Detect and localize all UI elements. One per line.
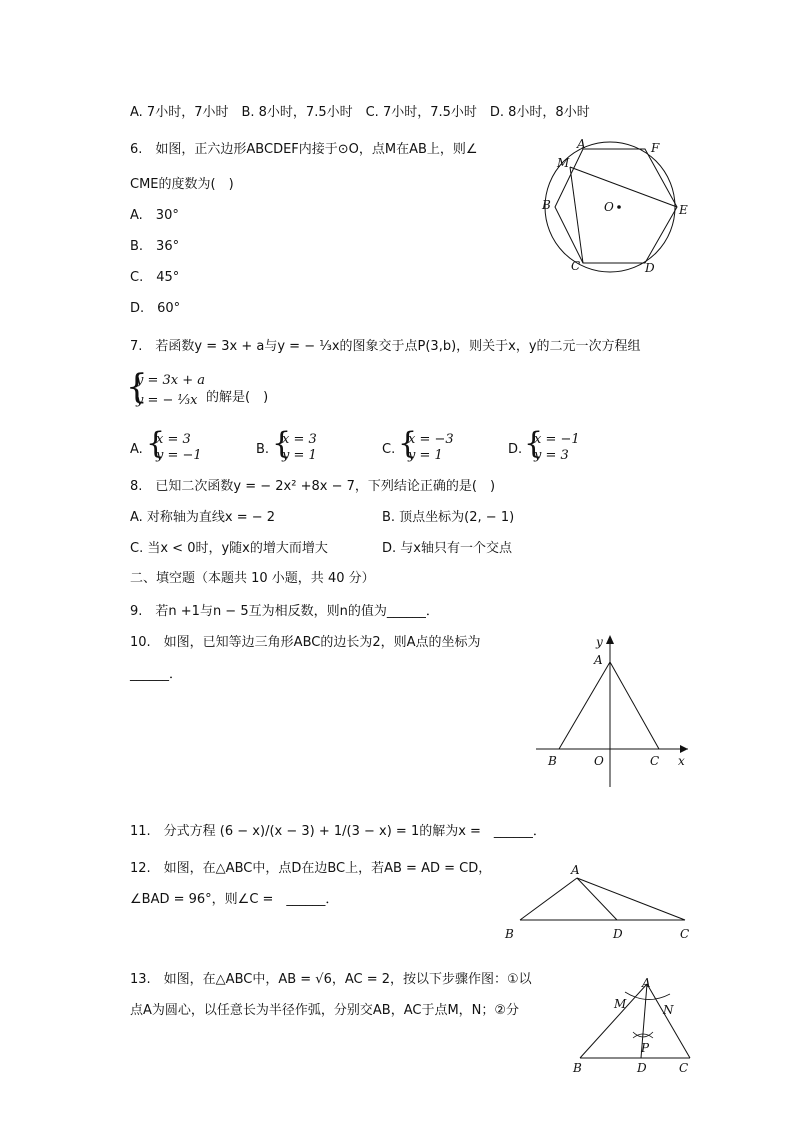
q7-option-b-y: y = 1 bbox=[282, 448, 317, 463]
q7-option-b-x: x = 3 bbox=[282, 432, 317, 447]
q10-label-x: x bbox=[678, 754, 685, 768]
q6-label-e: E bbox=[679, 203, 688, 217]
q6-label-c: C bbox=[571, 259, 581, 273]
q6-option-d: D. 60° bbox=[130, 301, 181, 316]
q8-option-d: D. 与x轴只有一个交点 bbox=[382, 541, 512, 556]
q13-label-b: B bbox=[573, 1061, 582, 1075]
q10-label-a: A bbox=[594, 653, 603, 667]
q13-stem-line1: 13. 如图，在△ABC中，AB = √6，AC = 2，按以下步骤作图：①以 bbox=[130, 972, 532, 987]
q13-construction-figure bbox=[565, 972, 705, 1080]
q10-label-o: O bbox=[594, 754, 604, 768]
q7-option-a-x: x = 3 bbox=[156, 432, 191, 447]
q7-system-eq1: y = 3x + a bbox=[136, 373, 206, 388]
q13-label-a: A bbox=[642, 976, 651, 990]
q12-stem-line1: 12. 如图，在△ABC中，点D在边BC上，若AB = AD = CD， bbox=[130, 861, 492, 876]
q13-label-m: M bbox=[614, 997, 627, 1011]
q12-stem-line2: ∠BAD = 96°，则∠C = ______． bbox=[130, 892, 339, 907]
q12-label-c: C bbox=[680, 927, 690, 941]
q11-text: 11. 分式方程 (6 − x)/(x − 3) + 1/(3 − x) = 1的解为x = ______． bbox=[130, 824, 546, 839]
q7-option-a-brace: { bbox=[146, 426, 166, 461]
q7-option-c-y: y = 1 bbox=[408, 448, 443, 463]
q7-option-d-y: y = 3 bbox=[534, 448, 569, 463]
q12-label-d: D bbox=[613, 927, 623, 941]
q7-system-eq2: y = − ⅓x bbox=[136, 393, 198, 408]
q7-stem: 7. 若函数y = 3x + a与y = − ⅓x的图象交于点P(3,b)，则关于x，y的二元一次方程组 bbox=[130, 339, 641, 354]
q8-option-c: C. 当x < 0时，y随x的增大而增大 bbox=[130, 541, 328, 556]
q7-option-d-x: x = −1 bbox=[534, 432, 580, 447]
q7-option-b-brace: { bbox=[272, 426, 292, 461]
q6-option-c: C. 45° bbox=[130, 270, 180, 285]
q7-system-suffix: 的解是( ) bbox=[206, 390, 269, 405]
q13-label-c: C bbox=[679, 1061, 689, 1075]
q12-triangle-figure bbox=[500, 860, 700, 944]
q7-option-b-letter: B. bbox=[256, 442, 270, 457]
q8-option-b: B. 顶点坐标为(2, − 1) bbox=[382, 510, 515, 525]
q7-option-d-letter: D. bbox=[508, 442, 523, 457]
q10-label-c: C bbox=[650, 754, 660, 768]
q13-label-d: D bbox=[637, 1061, 647, 1075]
q6-label-f: F bbox=[651, 141, 660, 155]
q10-label-b: B bbox=[548, 754, 557, 768]
q7-option-a-letter: A. bbox=[130, 442, 143, 457]
q8-stem: 8. 已知二次函数y = − 2x² +8x − 7，下列结论正确的是( ) bbox=[130, 479, 496, 494]
q10-stem: 10. 如图，已知等边三角形ABC的边长为2，则A点的坐标为 bbox=[130, 635, 481, 650]
q6-label-o: O bbox=[604, 200, 614, 214]
q7-option-c-letter: C. bbox=[382, 442, 396, 457]
section-heading-fill-in: 二、填空题（本题共 10 小题，共 40 分） bbox=[130, 571, 375, 586]
q12-label-b: B bbox=[505, 927, 514, 941]
q6-option-a: A. 30° bbox=[130, 208, 179, 223]
q13-stem-line2: 点A为圆心，以任意长为半径作弧，分别交AB，AC于点M，N；②分 bbox=[130, 1003, 520, 1018]
q6-label-a: A bbox=[577, 137, 586, 151]
q6-stem-line1: 6. 如图，正六边形ABCDEF内接于⊙O，点M在AB上，则∠ bbox=[130, 142, 478, 157]
q10-answer-blank: ______． bbox=[130, 667, 183, 682]
q10-triangle-figure bbox=[530, 632, 700, 790]
q10-label-y: y bbox=[596, 635, 603, 649]
q7-option-a-y: y = −1 bbox=[156, 448, 202, 463]
q5-options: A. 7小时，7小时 B. 8小时，7.5小时 C. 7小时，7.5小时 D. 8小时，8小时 bbox=[130, 105, 590, 120]
q7-option-d-brace: { bbox=[524, 426, 544, 461]
q7-option-c-brace: { bbox=[398, 426, 418, 461]
q6-stem-line2: CME的度数为( ) bbox=[130, 177, 234, 192]
q7-system-brace: { bbox=[126, 367, 148, 407]
q13-label-p: P bbox=[641, 1041, 650, 1055]
q7-option-c-x: x = −3 bbox=[408, 432, 454, 447]
q8-option-a: A. 对称轴为直线x = − 2 bbox=[130, 510, 276, 525]
q6-hexagon-figure bbox=[535, 134, 695, 278]
q6-option-b: B. 36° bbox=[130, 239, 180, 254]
q6-label-d: D bbox=[645, 261, 655, 275]
q13-label-n: N bbox=[663, 1003, 674, 1017]
q12-label-a: A bbox=[571, 863, 580, 877]
q9-text: 9. 若n +1与n − 5互为相反数，则n的值为______． bbox=[130, 604, 439, 619]
q6-label-b: B bbox=[542, 198, 551, 212]
q6-label-m: M bbox=[557, 156, 570, 170]
